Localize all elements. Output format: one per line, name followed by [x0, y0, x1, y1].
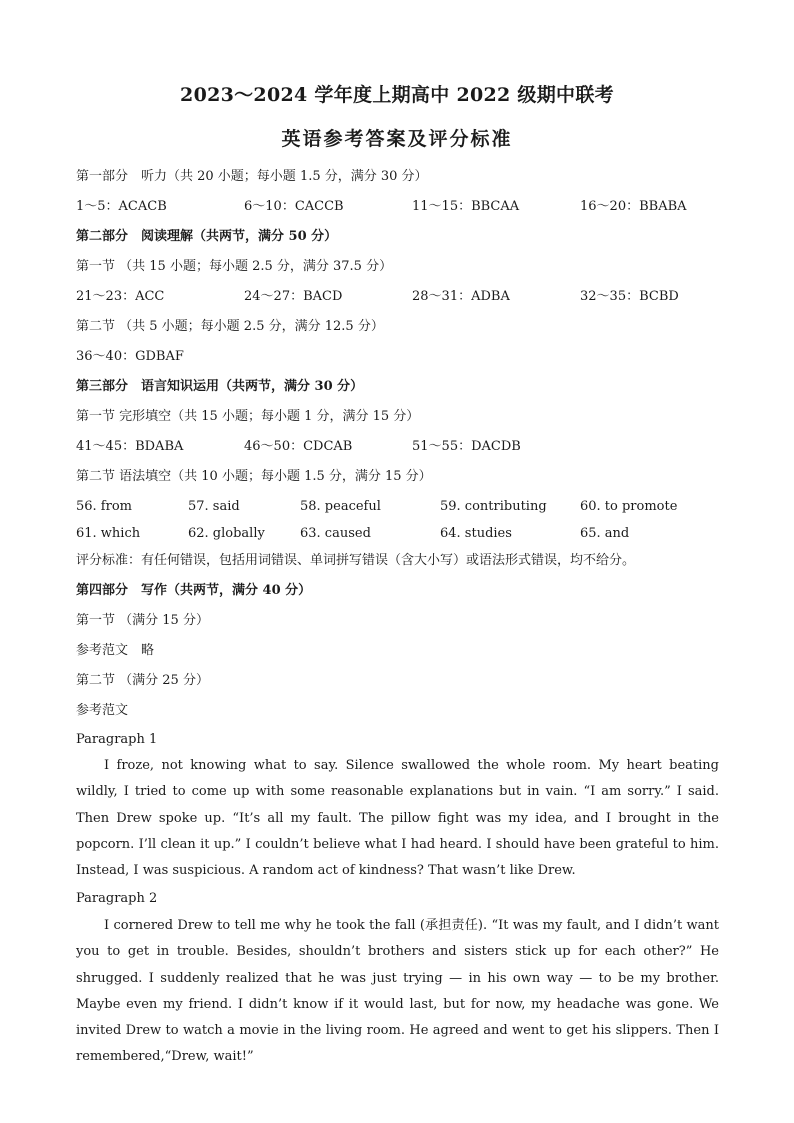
answer-group: 1～5：ACACB: [76, 199, 167, 214]
answer-group: 51～55：DACDB: [412, 439, 521, 454]
part4-section2-heading: 第二节 （满分 25 分）: [76, 673, 209, 688]
page-subtitle: 英语参考答案及评分标准: [281, 128, 513, 150]
part3-section1-heading: 第一节 完形填空（共 15 小题；每小题 1 分，满分 15 分）: [76, 409, 420, 424]
page-title: 2023～2024 学年度上期高中 2022 级期中联考: [180, 84, 614, 106]
part2-section1-heading: 第一节 （共 15 小题；每小题 2.5 分，满分 37.5 分）: [76, 259, 393, 274]
answer-group: 41～45：BDABA: [76, 439, 184, 454]
scoring-criteria: 评分标准：有任何错误，包括用词错误、单词拼写错误（含大小写）或语法形式错误，均不给分。: [76, 553, 636, 568]
answer-group: 16～20：BBABA: [580, 199, 687, 214]
part3-heading: 第三部分 语言知识运用（共两节，满分 30 分）: [76, 379, 364, 394]
answer-group: 46～50：CDCAB: [244, 439, 353, 454]
grammar-answer: 64. studies: [440, 526, 512, 541]
answer-group: 36～40：GDBAF: [76, 349, 184, 364]
paragraph2-text: I cornered Drew to tell me why he took the fall (承担责任). “It was my fault, and I didn’t want you to get in trouble. Besides, shouldn’t brothers and sisters stick up for each other?” He shrugged. I suddenly realized that he was just trying — in his own way — to be my brother. Maybe even my friend. I didn’t know if it would last, but for now, my headache was gone. We invited Drew to watch a movie in the living room. He agreed and went to get his slippers. Then I remembered,“Drew, wait!”: [76, 918, 719, 1065]
grammar-answer: 56. from: [76, 499, 132, 514]
grammar-answer: 57. said: [188, 499, 240, 514]
part3-section2-heading: 第二节 语法填空（共 10 小题；每小题 1.5 分，满分 15 分）: [76, 469, 432, 484]
grammar-answer: 59. contributing: [440, 499, 547, 514]
part4-heading: 第四部分 写作（共两节，满分 40 分）: [76, 583, 312, 598]
answer-group: 11～15：BBCAA: [412, 199, 520, 214]
part2-heading: 第二部分 阅读理解（共两节，满分 50 分）: [76, 229, 338, 244]
sample-essay-label: 参考范文: [76, 703, 129, 718]
paragraph1-text: I froze, not knowing what to say. Silence swallowed the whole room. My heart beating wildly, I tried to come up with some reasonable explanations but in vain. “I am sorry.” I said. Then Drew spoke up. “It’s all my fault. The pillow fight was my idea, and I brought in the popcorn. I’ll clean it up.” I couldn’t believe what I had heard. I should have been grateful to him. Instead, I was suspicious. A random act of kindness? That wasn’t like Drew.: [76, 758, 719, 879]
answer-group: 6～10：CACCB: [244, 199, 344, 214]
paragraph1-label: Paragraph 1: [76, 732, 158, 747]
answer-group: 28～31：ADBA: [412, 289, 510, 304]
grammar-answer: 60. to promote: [580, 499, 678, 514]
part4-section1-sample: 参考范文 略: [76, 643, 155, 658]
part4-section1-heading: 第一节 （满分 15 分）: [76, 613, 209, 628]
answer-group: 32～35：BCBD: [580, 289, 679, 304]
grammar-answer: 65. and: [580, 526, 630, 541]
part2-section2-heading: 第二节 （共 5 小题；每小题 2.5 分，满分 12.5 分）: [76, 319, 384, 334]
paragraph2-label: Paragraph 2: [76, 891, 158, 906]
part1-heading: 第一部分 听力（共 20 小题；每小题 1.5 分，满分 30 分）: [76, 169, 428, 184]
grammar-answer: 62. globally: [188, 526, 265, 541]
answer-group: 21～23：ACC: [76, 289, 165, 304]
grammar-answer: 58. peaceful: [300, 499, 381, 514]
answer-group: 24～27：BACD: [244, 289, 343, 304]
grammar-answer: 63. caused: [300, 526, 371, 541]
grammar-answer: 61. which: [76, 526, 141, 541]
